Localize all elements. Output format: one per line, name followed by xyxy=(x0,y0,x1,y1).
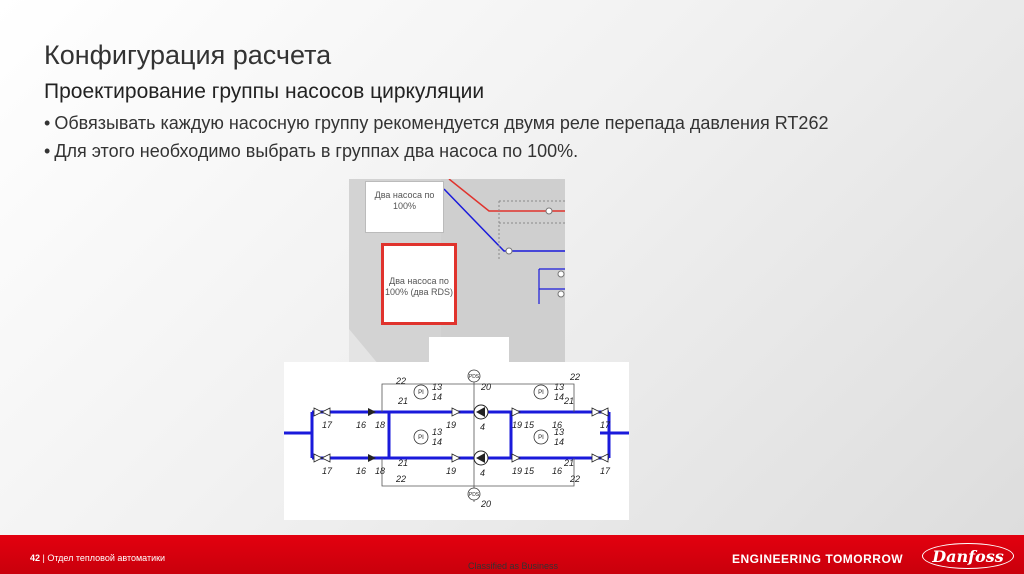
svg-text:21: 21 xyxy=(398,396,409,406)
department-label: Отдел тепловой автоматики xyxy=(47,553,166,563)
classification-label: Classified as Business xyxy=(468,561,559,571)
svg-text:17: 17 xyxy=(600,466,611,476)
svg-text:16: 16 xyxy=(552,466,563,476)
svg-text:21: 21 xyxy=(564,458,575,468)
svg-text:21: 21 xyxy=(398,458,409,468)
svg-text:16: 16 xyxy=(552,420,563,430)
svg-text:22: 22 xyxy=(396,376,407,386)
tagline: ENGINEERING TOMORROW xyxy=(732,552,904,566)
svg-text:19: 19 xyxy=(446,420,457,430)
option-label: 100% xyxy=(392,201,417,211)
footer-info xyxy=(30,553,165,563)
footer-bar xyxy=(0,535,1024,574)
svg-text:PDS: PDS xyxy=(468,492,480,498)
svg-text:18: 18 xyxy=(375,466,386,476)
svg-text:PI: PI xyxy=(418,390,424,396)
svg-text:18: 18 xyxy=(375,420,386,430)
svg-text:PI: PI xyxy=(538,435,544,441)
slide-title: Конфигурация расчета xyxy=(44,40,332,70)
svg-text:14: 14 xyxy=(432,392,443,402)
svg-text:22: 22 xyxy=(570,474,581,484)
schematic-drawing xyxy=(284,362,629,520)
svg-text:17: 17 xyxy=(322,420,333,430)
svg-text:22: 22 xyxy=(396,474,407,484)
svg-text:15: 15 xyxy=(524,420,535,430)
svg-text:19: 19 xyxy=(512,420,523,430)
bullet-list xyxy=(44,110,828,166)
page-number: 42 xyxy=(30,553,41,563)
svg-text:4: 4 xyxy=(480,468,486,478)
pump-schematic xyxy=(284,362,629,520)
option-box-selected xyxy=(381,243,457,325)
svg-text:4: 4 xyxy=(480,422,486,432)
svg-text:PI: PI xyxy=(538,390,544,396)
svg-text:PDS: PDS xyxy=(468,374,480,380)
svg-text:21: 21 xyxy=(564,396,575,406)
svg-text:22: 22 xyxy=(570,372,581,382)
svg-text:14: 14 xyxy=(432,437,443,447)
footer-separator: | xyxy=(40,553,48,563)
svg-text:19: 19 xyxy=(446,466,457,476)
svg-text:14: 14 xyxy=(554,437,565,447)
svg-text:13: 13 xyxy=(554,382,565,392)
svg-text:16: 16 xyxy=(356,420,367,430)
option-label: 100% (два RDS) xyxy=(385,287,453,297)
bullet-item: • Обвязывать каждую насосную группу рекомендуется двумя реле перепада давления RT262 xyxy=(44,110,828,136)
svg-text:20: 20 xyxy=(481,499,492,509)
svg-text:15: 15 xyxy=(524,466,535,476)
bullet-item: • Для этого необходимо выбрать в группах два насоса по 100%. xyxy=(44,138,828,164)
svg-text:13: 13 xyxy=(432,382,443,392)
svg-text:13: 13 xyxy=(554,427,565,437)
slide-subtitle: Проектирование группы насосов циркуляции xyxy=(44,80,485,103)
option-label: Два насоса по xyxy=(389,276,449,286)
svg-text:16: 16 xyxy=(356,466,367,476)
svg-text:13: 13 xyxy=(432,427,443,437)
svg-text:14: 14 xyxy=(554,392,565,402)
svg-text:20: 20 xyxy=(481,382,492,392)
blank-panel xyxy=(429,337,509,365)
option-box xyxy=(365,181,444,233)
option-label: Два насоса по xyxy=(374,190,435,200)
svg-text:19: 19 xyxy=(512,466,523,476)
svg-text:17: 17 xyxy=(322,466,333,476)
danfoss-logo: Danfoss xyxy=(922,543,1014,569)
svg-text:PI: PI xyxy=(418,435,424,441)
svg-text:17: 17 xyxy=(600,420,611,430)
software-screenshot xyxy=(349,179,565,365)
